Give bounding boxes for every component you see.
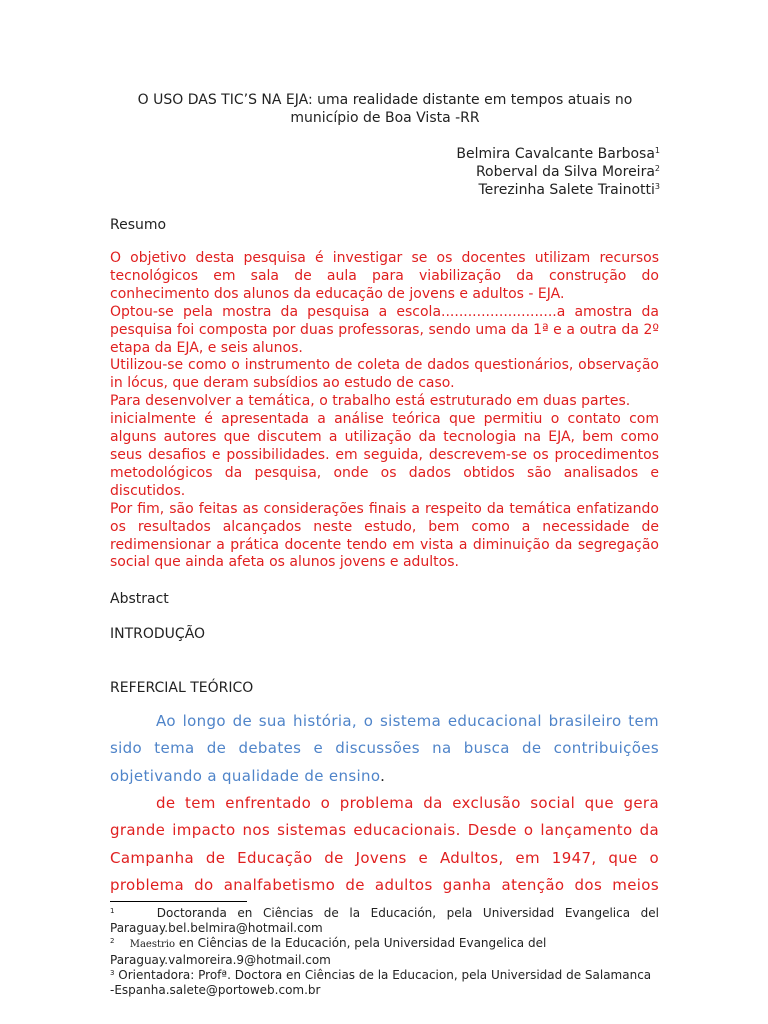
footnote-marker: 2 <box>110 936 115 945</box>
footnote-text: en Ciências de la Educación, pela Universidad Evangelica del <box>175 935 547 950</box>
author-1 <box>360 145 660 163</box>
resumo-paragraph: O objetivo desta pesquisa é investigar se os docentes utilizam recursos tecnológicos em sala de aula para viabilização da construção do conhecimento dos alunos da educação de jovens e adultos - EJA. <box>110 250 659 302</box>
resumo-paragraph: Utilizou-se como o instrumento de coleta de dados questionários, observação in lócus, que deram subsídios ao estudo de caso. <box>110 357 659 392</box>
author-name: Roberval da Silva Moreira <box>475 164 655 180</box>
resumo-paragraph: Optou-se pela mostra da pesquisa a escola..........................a amostra da pesquisa foi composta por duas professoras, sendo uma da 1ª e a outra da 2º etapa da EJA, e seis alunos. <box>110 303 659 356</box>
footnote-1-continued: Paraguay.bel.belmira@hotmail.com <box>110 920 323 935</box>
footnote-separator <box>110 901 247 902</box>
author-name: Belmira Cavalcante Barbosa <box>456 146 655 162</box>
body-paragraph: de tem enfrentado o problema da exclusão social que gera grande impacto nos sistemas educacionais. Desde o lançamento da Campanha de Educação de Jovens e Adultos, em 1947, que o problema do analfabetismo de adultos ganha atenção dos meios <box>110 794 659 894</box>
resumo-paragraph: inicialmente é apresentada a análise teórica que permitiu o contato com alguns autores que discutem a utilização da tecnologia na EJA, bem como seus desafios e possibilidades. em seguida, descrevem-se os procedimentos metodológicos da pesquisa, onde os dados obtidos são analisados e discutidos. <box>110 411 659 499</box>
author-name: Terezinha Salete Trainotti <box>478 182 655 198</box>
footnote-marker: 3 <box>110 968 115 977</box>
footnote-3-continued: -Espanha.salete@portoweb.com.br <box>110 982 321 997</box>
footnote-text: Doctoranda en Ciências de la Educación, pela Universidad Evangelica del <box>156 906 659 920</box>
introduction-heading: INTRODUÇÃO <box>110 626 206 642</box>
footnote-marker: 2 <box>654 164 660 173</box>
footnote-marker: 1 <box>654 146 660 155</box>
footnotes <box>110 906 659 997</box>
title-line-2: município de Boa Vista -RR <box>290 110 480 126</box>
resumo-paragraph: Para desenvolver a temática, o trabalho está estruturado em duas partes. <box>110 393 631 410</box>
body-paragraph-2 <box>110 790 659 899</box>
highlighted-text: Ao longo de sua história, o sistema educacional brasileiro tem sido tema de debates e discussões na busca de contribuições objetivando a qualidade de ensino <box>110 712 659 785</box>
footnote-3 <box>110 968 659 983</box>
footnote-text: Orientadora: Profª. Doctora en Ciências de la Educacion, pela Universidad de Salamanca <box>114 967 652 982</box>
resumo-paragraph: Por fim, são feitas as considerações finais a respeito da temática enfatizando os resultados alcançados neste estudo, bem como a necessidade de redimensionar a prática docente tendo em vista a diminuição da segregação social que ainda afeta os alunos jovens e adultos. <box>110 500 659 571</box>
document-title <box>110 91 660 127</box>
author-list <box>360 145 660 199</box>
abstract-heading: Abstract <box>110 591 169 607</box>
footnote-marker: 3 <box>654 182 660 191</box>
author-3 <box>360 181 660 199</box>
theoretical-framework-heading: REFERCIAL TEÓRICO <box>110 680 254 696</box>
resumo-heading: Resumo <box>110 217 167 233</box>
paragraph-end: . <box>380 766 386 785</box>
footnote-marker: 1 <box>110 907 115 915</box>
title-line-1: O USO DAS TIC’S NA EJA: uma realidade distante em tempos atuais no <box>137 92 633 108</box>
footnote-2-continued: Paraguay.valmoreira.9@hotmail.com <box>110 952 331 967</box>
footnote-1 <box>110 906 659 921</box>
footnote-word: Maestrio <box>129 938 176 950</box>
body-paragraph <box>110 708 659 790</box>
footnote-2 <box>110 936 659 953</box>
resumo-text <box>110 250 659 572</box>
body-paragraph-1 <box>110 708 659 790</box>
author-2 <box>360 163 660 181</box>
